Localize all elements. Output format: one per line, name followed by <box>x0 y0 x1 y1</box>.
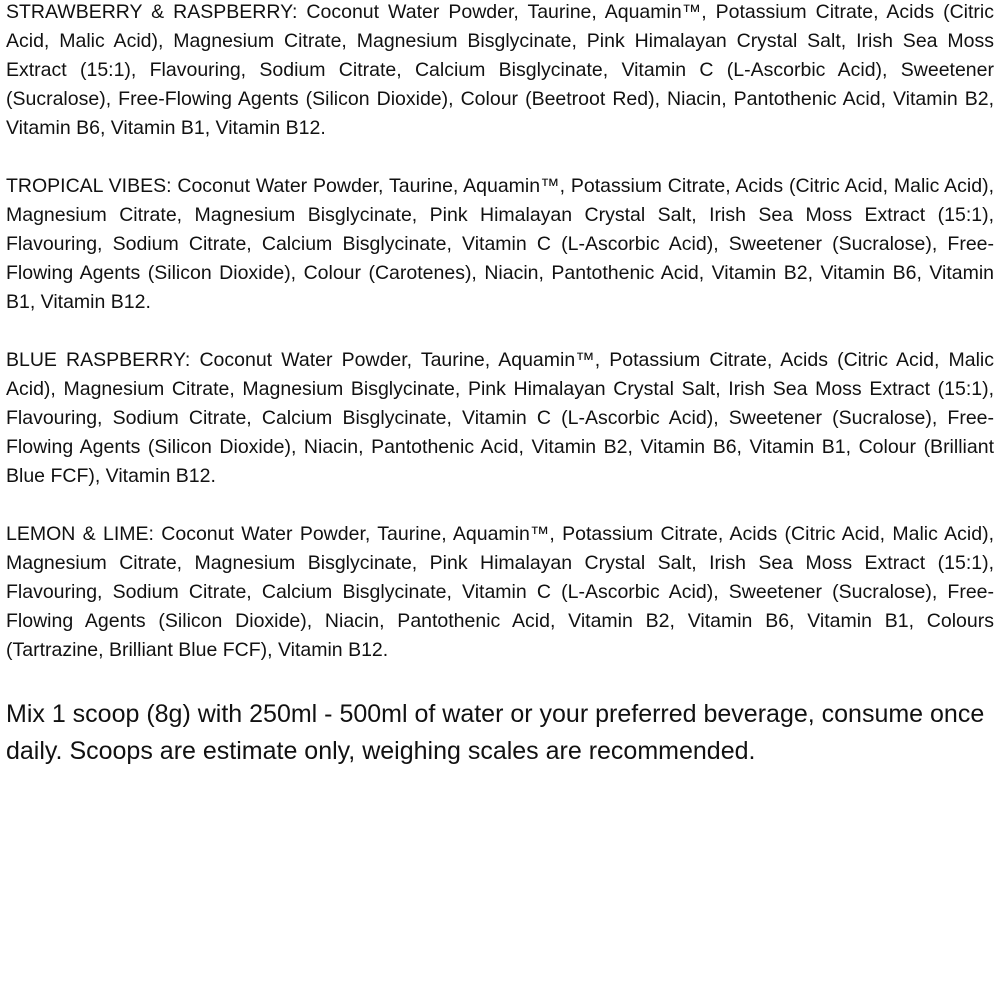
ingredients-blue-raspberry: BLUE RASPBERRY: Coconut Water Powder, Taurine, Aquamin™, Potassium Citrate, Acids (Citric Acid, Malic Acid), Magnesium Citrate, Magnesium Bisglycinate, Pink Himalayan Crystal Salt, Irish Sea Moss Extract (15:1), Flavouring, Sodium Citrate, Calcium Bisglycinate, Vitamin C (L-Ascorbic Acid), Sweetener (Sucralose), Free-Flowing Agents (Silicon Dioxide), Niacin, Pantothenic Acid, Vitamin B2, Vitamin B6, Vitamin B1, Colour (Brilliant Blue FCF), Vitamin B12. <box>6 349 994 487</box>
ingredients-lemon-lime: LEMON & LIME: Coconut Water Powder, Taurine, Aquamin™, Potassium Citrate, Acids (Citric Acid, Malic Acid), Magnesium Citrate, Magnesium Bisglycinate, Pink Himalayan Crystal Salt, Irish Sea Moss Extract (15:1), Flavouring, Sodium Citrate, Calcium Bisglycinate, Vitamin C (L-Ascorbic Acid), Sweetener (Sucralose), Free-Flowing Agents (Silicon Dioxide), Niacin, Pantothenic Acid, Vitamin B2, Vitamin B6, Vitamin B1, Colours (Tartrazine, Brilliant Blue FCF), Vitamin B12. <box>6 523 994 661</box>
usage-directions: Mix 1 scoop (8g) with 250ml - 500ml of water or your preferred beverage, consume once daily. Scoops are estimate only, weighing scales are recommended. <box>6 700 985 765</box>
ingredients-tropical-vibes: TROPICAL VIBES: Coconut Water Powder, Taurine, Aquamin™, Potassium Citrate, Acids (Citric Acid, Malic Acid), Magnesium Citrate, Magnesium Bisglycinate, Pink Himalayan Crystal Salt, Irish Sea Moss Extract (15:1), Flavouring, Sodium Citrate, Calcium Bisglycinate, Vitamin C (L-Ascorbic Acid), Sweetener (Sucralose), Free-Flowing Agents (Silicon Dioxide), Colour (Carotenes), Niacin, Pantothenic Acid, Vitamin B2, Vitamin B6, Vitamin B1, Vitamin B12. <box>6 175 994 313</box>
ingredients-strawberry-raspberry: STRAWBERRY & RASPBERRY: Coconut Water Powder, Taurine, Aquamin™, Potassium Citrate, Acids (Citric Acid, Malic Acid), Magnesium Citrate, Magnesium Bisglycinate, Pink Himalayan Crystal Salt, Irish Sea Moss Extract (15:1), Flavouring, Sodium Citrate, Calcium Bisglycinate, Vitamin C (L-Ascorbic Acid), Sweetener (Sucralose), Free-Flowing Agents (Silicon Dioxide), Colour (Beetroot Red), Niacin, Pantothenic Acid, Vitamin B2, Vitamin B6, Vitamin B1, Vitamin B12. <box>6 1 994 139</box>
